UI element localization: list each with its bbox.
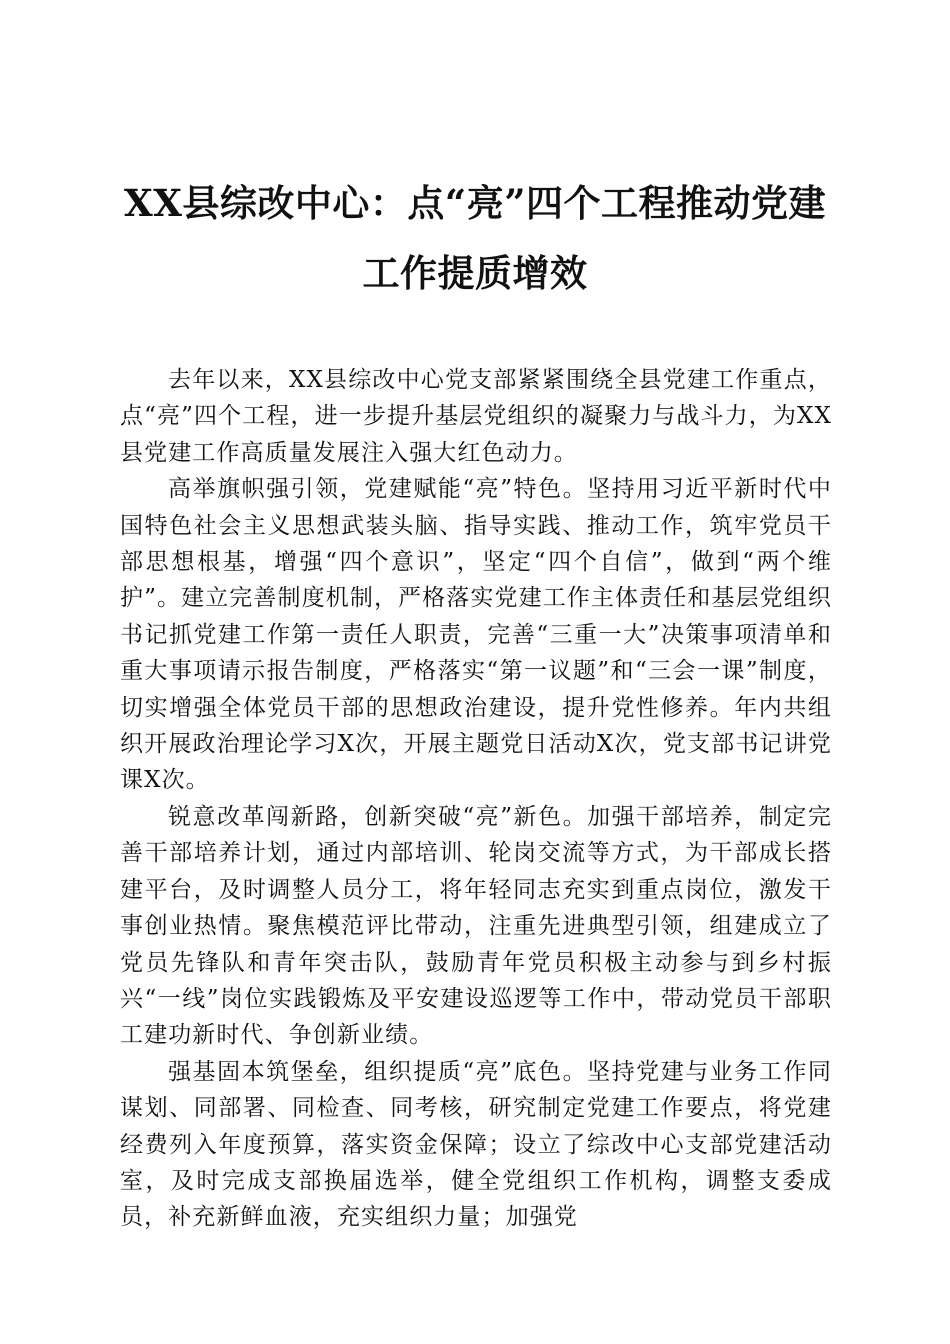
paragraph-organization: 强基固本筑堡垒，组织提质“亮”底色。坚持党建与业务工作同谋划、同部署、同检查、同考核，研究制定党建工作要点，将党建经费列入年度预算，落实资金保障；设立了综改中心支部党建活动室，及时完成支部换届选举，健全党组织工作机构，调整支委成员，补充新鲜血液，充实组织力量；加强党 — [120, 1058, 832, 1231]
paragraph-leadership: 高举旗帜强引领，党建赋能“亮”特色。坚持用习近平新时代中国特色社会主义思想武装头脑、指导实践、推动工作，筑牢党员干部思想根基，增强“四个意识”，坚定“四个自信”，做到“两个维护”。建立完善制度机制，严格落实党建工作主体责任和基层党组织书记抓党建工作第一责任人职责，完善“三重一大”决策事项清单和重大事项请示报告制度，严格落实“第一议题”和“三会一课”制度，切实增强全体党员干部的思想政治建设，提升党性修养。年内共组织开展政治理论学习X次，开展主题党日活动X次，党支部书记讲党课X次。 — [120, 476, 832, 794]
title-line-1: XX县综改中心：点“亮”四个工程推动党建 — [124, 181, 826, 225]
title-line-2: 工作提质增效 — [362, 251, 588, 295]
paragraph-reform: 锐意改革闯新路，创新突破“亮”新色。加强干部培养，制定完善干部培养计划，通过内部培训、轮岗交流等方式，为干部成长搭建平台，及时调整人员分工，将年轻同志充实到重点岗位，激发干事创业热情。聚焦模范评比带动，注重先进典型引领，组建成立了党员先锋队和青年突击队，鼓励青年党员积极主动参与到乡村振兴“一线”岗位实践锻炼及平安建设巡逻等工作中，带动党员干部职工建功新时代、争创新业绩。 — [120, 803, 832, 1049]
paragraph-intro: 去年以来，XX县综改中心党支部紧紧围绕全县党建工作重点，点“亮”四个工程，进一步提升基层党组织的凝聚力与战斗力，为XX县党建工作高质量发展注入强大红色动力。 — [120, 367, 832, 466]
document-title — [110, 168, 840, 308]
document-body — [120, 362, 832, 1236]
